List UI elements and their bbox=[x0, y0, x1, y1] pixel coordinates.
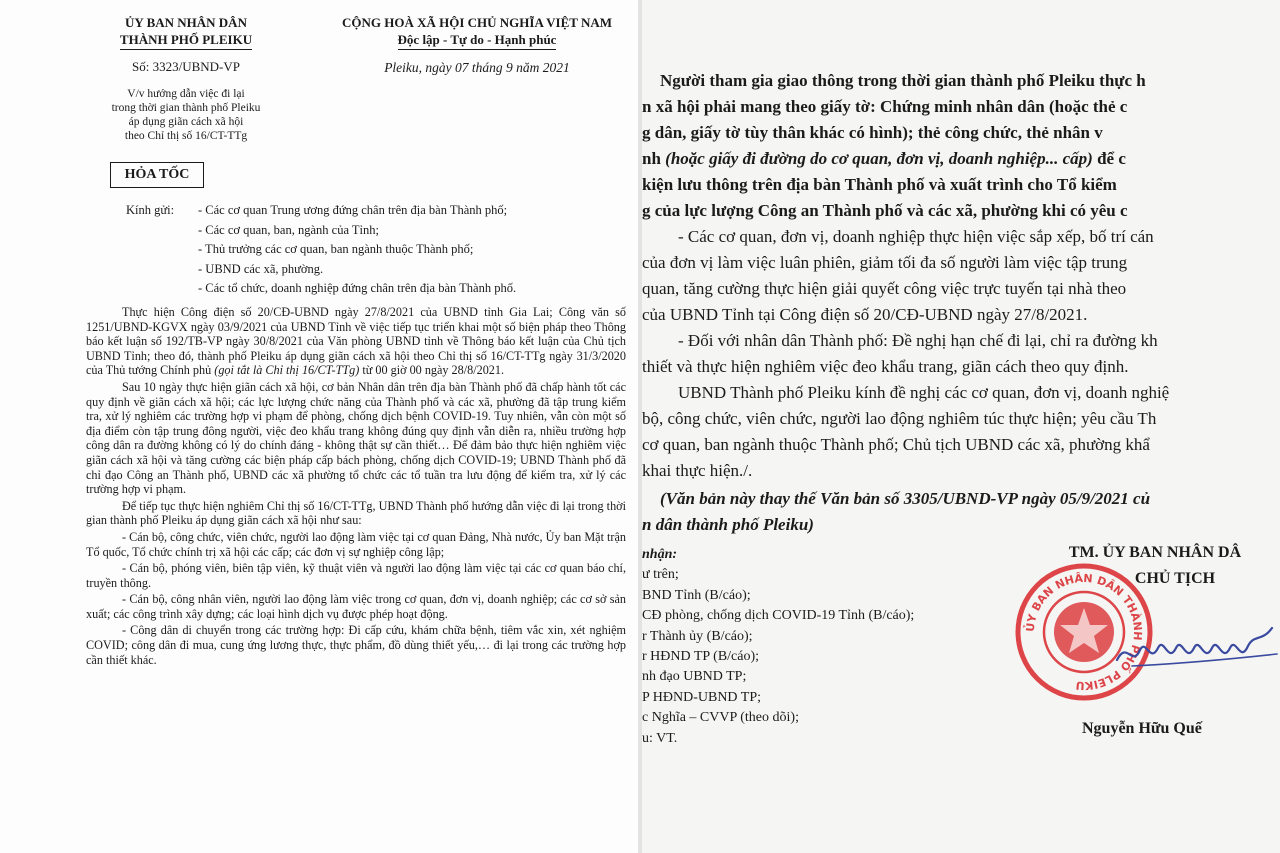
body-paragraph bbox=[86, 305, 626, 378]
body-line: kiện lưu thông trên địa bàn Thành phố và xuất trình cho Tổ kiểm bbox=[642, 175, 1117, 194]
urgency-badge: HỎA TỐC bbox=[110, 162, 204, 188]
body-line: - Đối với nhân dân Thành phố: Đề nghị hạn chế đi lại, chỉ ra đường kh bbox=[678, 331, 1158, 350]
document-date: Pleiku, ngày 07 tháng 9 năm 2021 bbox=[384, 60, 570, 75]
document-body bbox=[86, 305, 626, 669]
distribution-item: u: VT. bbox=[642, 730, 678, 746]
distribution-item: nh đạo UBND TP; bbox=[642, 669, 747, 685]
replacement-note-text: (Văn bản này thay thế Văn bản số 3305/UBND-VP ngày 05/9/2021 củ bbox=[660, 489, 1151, 508]
body-paragraph: - Cán bộ, công chức, viên chức, người lao động làm việc tại cơ quan Đảng, Nhà nước, Ủy ban Mặt trận Tổ quốc, Tổ chức chính trị xã hội các cấp; các đơn vị sự nghiệp công lập; bbox=[86, 529, 626, 559]
body-line: n xã hội phải mang theo giấy tờ: Chứng minh nhân dân (hoặc thẻ c bbox=[642, 97, 1128, 116]
left-document-page bbox=[0, 0, 638, 853]
signature-title: TM. ỦY BAN NHÂN DÂ bbox=[1068, 544, 1242, 561]
distribution-title: nhận: bbox=[642, 547, 678, 562]
subject-line: áp dụng giãn cách xã hội bbox=[128, 116, 244, 128]
paragraph-italic-text: (gọi tắt là Chỉ thị 16/CT-TTg) bbox=[214, 363, 360, 378]
body-line: quan, tăng cường thực hiện giải quyết công việc trực tuyến tại nhà theo bbox=[642, 279, 1127, 298]
distribution-item: c Nghĩa – CVVP (theo dõi); bbox=[642, 710, 799, 726]
body-line: g của lực lượng Công an Thành phố và các xã, phường khi có yêu c bbox=[642, 201, 1128, 220]
replacement-note bbox=[642, 512, 1280, 538]
distribution-item: BND Tỉnh (B/cáo); bbox=[642, 587, 751, 603]
paragraph-text: Thực hiện Công điện số 20/CĐ-UBND ngày 27/8/2021 của UBND tỉnh Gia Lai; Công văn số 1251/UBND-KGVX ngày 03/9/2021 của UBND Tỉnh về việc tiếp tục triển khai một số biện pháp theo Thông báo kết luận số 192/TB-VP ngày 30/8/2021 của Văn phòng UBND tỉnh về Thông báo kết luận của Chủ tịch UBND Tỉnh; theo đó, thành phố Pleiku áp dụng giãn cách xã hội theo Chỉ thị số 16/CT-TTg ngày 31/3/2020 của Thủ tướng Chính phủ bbox=[86, 305, 626, 378]
right-document-page bbox=[642, 0, 1280, 853]
recipients-label: Kính gửi: bbox=[126, 203, 175, 217]
body-line: UBND Thành phố Pleiku kính đề nghị các cơ quan, đơn vị, doanh nghiệ bbox=[678, 383, 1170, 402]
paragraph-text: từ 00 giờ 00 ngày 28/8/2021. bbox=[362, 363, 505, 378]
signature-role: CHỦ TỊCH bbox=[1134, 570, 1216, 587]
subject-line: theo Chỉ thị số 16/CT-TTg bbox=[124, 130, 248, 142]
document-subject bbox=[86, 87, 286, 143]
replacement-note bbox=[660, 486, 1280, 512]
signer-name: Nguyễn Hữu Quế bbox=[1082, 720, 1202, 737]
distribution-item: CĐ phòng, chống dịch COVID-19 Tỉnh (B/cáo); bbox=[642, 608, 915, 624]
subject-line: trong thời gian thành phố Pleiku bbox=[111, 102, 261, 114]
body-line: cơ quan, ban ngành thuộc Thành phố; Chủ tịch UBND các xã, phường khẩ bbox=[642, 435, 1150, 454]
issuer-name-line2: THÀNH PHỐ PLEIKU bbox=[120, 31, 252, 50]
stamp-text: ỦY BAN NHÂN DÂN THÀNH PHỐ PLEIKU bbox=[1023, 571, 1145, 693]
recipient-item: - UBND các xã, phường. bbox=[198, 261, 324, 276]
body-line-text: nh bbox=[642, 149, 661, 168]
body-line: thiết và thực hiện nghiêm việc đeo khẩu trang, giãn cách theo quy định. bbox=[642, 357, 1129, 376]
body-paragraph: - Công dân di chuyển trong các trường hợp: Đi cấp cứu, khám chữa bệnh, tiêm vắc xin, xét nghiệm COVID; công dân đi mua, cung ứng lương thực, thực phẩm, đồ dùng thiết yếu,… đi lại trong các trường hợp cần thiết khác. bbox=[86, 623, 626, 667]
distribution-item: r Thành ủy (B/cáo); bbox=[642, 628, 753, 644]
body-line-italic: (hoặc giấy đi đường do cơ quan, đơn vị, doanh nghiệp... cấp) bbox=[665, 149, 1093, 168]
national-header bbox=[318, 14, 636, 76]
nation-title: CỘNG HOÀ XÃ HỘI CHỦ NGHĨA VIỆT NAM bbox=[341, 15, 613, 30]
body-line: của đơn vị làm việc luân phiên, giảm tối đa số người làm việc tập trung bbox=[642, 253, 1128, 272]
body-paragraph: - Cán bộ, công nhân viên, người lao động làm việc trong cơ quan, đơn vị, doanh nghiệp; các cơ sở sản xuất; các công trình xây dựng; các loại hình dịch vụ được phép hoạt động. bbox=[86, 592, 626, 621]
recipient-item: - Các cơ quan, ban, ngành của Tỉnh; bbox=[198, 222, 379, 237]
replacement-note-text: n dân thành phố Pleiku) bbox=[642, 515, 814, 534]
body-line: Người tham gia giao thông trong thời gian thành phố Pleiku thực h bbox=[660, 71, 1146, 90]
distribution-item: r HĐND TP (B/cáo); bbox=[642, 649, 760, 665]
body-paragraph: - Cán bộ, phóng viên, biên tập viên, kỹ thuật viên và người lao động làm việc tại các cơ quan báo chí, truyền thông. bbox=[86, 561, 626, 590]
distribution-list bbox=[642, 545, 992, 749]
body-paragraph: Sau 10 ngày thực hiện giãn cách xã hội, cơ bản Nhân dân trên địa bàn Thành phố đã chấp hành tốt các quy định về giãn cách xã hội; các lực lượng chức năng của Thành phố và các xã, phường đã tập trung kiểm tra, xử lý nghiêm các trường hợp vi phạm để phòng, chống dịch bệnh COVID-19. Tuy nhiên, vẫn còn một số địa điểm còn tập trung đông người, việc đeo khẩu trang không đúng quy định vẫn diễn ra, nhiều trường hợp công dân ra đường không có lý do chính đáng - không thật sự cần thiết… Để đảm bảo thực hiện nghiêm việc giãn cách xã hội và tăng cường các biện pháp cấp bách phòng, chống dịch COVID-19; UBND Thành phố đã chỉ đạo Công an Thành phố, UBND các xã phường tổ chức các tổ tuần tra lưu động để kiểm tra, xử lý các trường hợp vi phạm. bbox=[86, 379, 626, 497]
issuer-header bbox=[86, 14, 286, 143]
body-line: khai thực hiện./. bbox=[642, 461, 753, 480]
body-line: của UBND Tỉnh tại Công điện số 20/CĐ-UBND ngày 27/8/2021. bbox=[642, 305, 1088, 324]
handwritten-signature bbox=[1112, 620, 1280, 680]
body-line: - Các cơ quan, đơn vị, doanh nghiệp thực hiện việc sắp xếp, bố trí cán bbox=[678, 227, 1154, 246]
recipients-list bbox=[198, 201, 628, 299]
body-line: g dân, giấy tờ tùy thân khác có hình); thẻ công chức, thẻ nhân v bbox=[642, 123, 1103, 142]
issuer-name-line1: ỦY BAN NHÂN DÂN bbox=[125, 15, 247, 30]
recipient-item: - Các cơ quan Trung ương đứng chân trên địa bàn Thành phố; bbox=[198, 203, 508, 217]
recipient-item: - Thủ trưởng các cơ quan, ban ngành thuộc Thành phố; bbox=[198, 242, 474, 256]
document-number: Số: 3323/UBND-VP bbox=[132, 59, 240, 74]
body-paragraph: Để tiếp tục thực hiện nghiêm Chỉ thị số 16/CT-TTg, UBND Thành phố hướng dẫn việc đi lại trong thời gian thành phố Pleiku áp dụng giãn cách xã hội như sau: bbox=[86, 498, 626, 528]
body-line bbox=[642, 146, 1280, 172]
recipient-item: - Các tổ chức, doanh nghiệp đứng chân trên địa bàn Thành phố. bbox=[198, 281, 517, 295]
distribution-item: P HĐND-UBND TP; bbox=[642, 689, 762, 705]
body-line: bộ, công chức, viên chức, người lao động nghiêm túc thực hiện; yêu cầu Th bbox=[642, 409, 1157, 428]
distribution-item: ư trên; bbox=[642, 567, 679, 583]
body-line-text: để c bbox=[1097, 149, 1126, 168]
subject-line: V/v hướng dẫn việc đi lại bbox=[127, 88, 245, 100]
national-motto: Độc lập - Tự do - Hạnh phúc bbox=[398, 31, 557, 50]
